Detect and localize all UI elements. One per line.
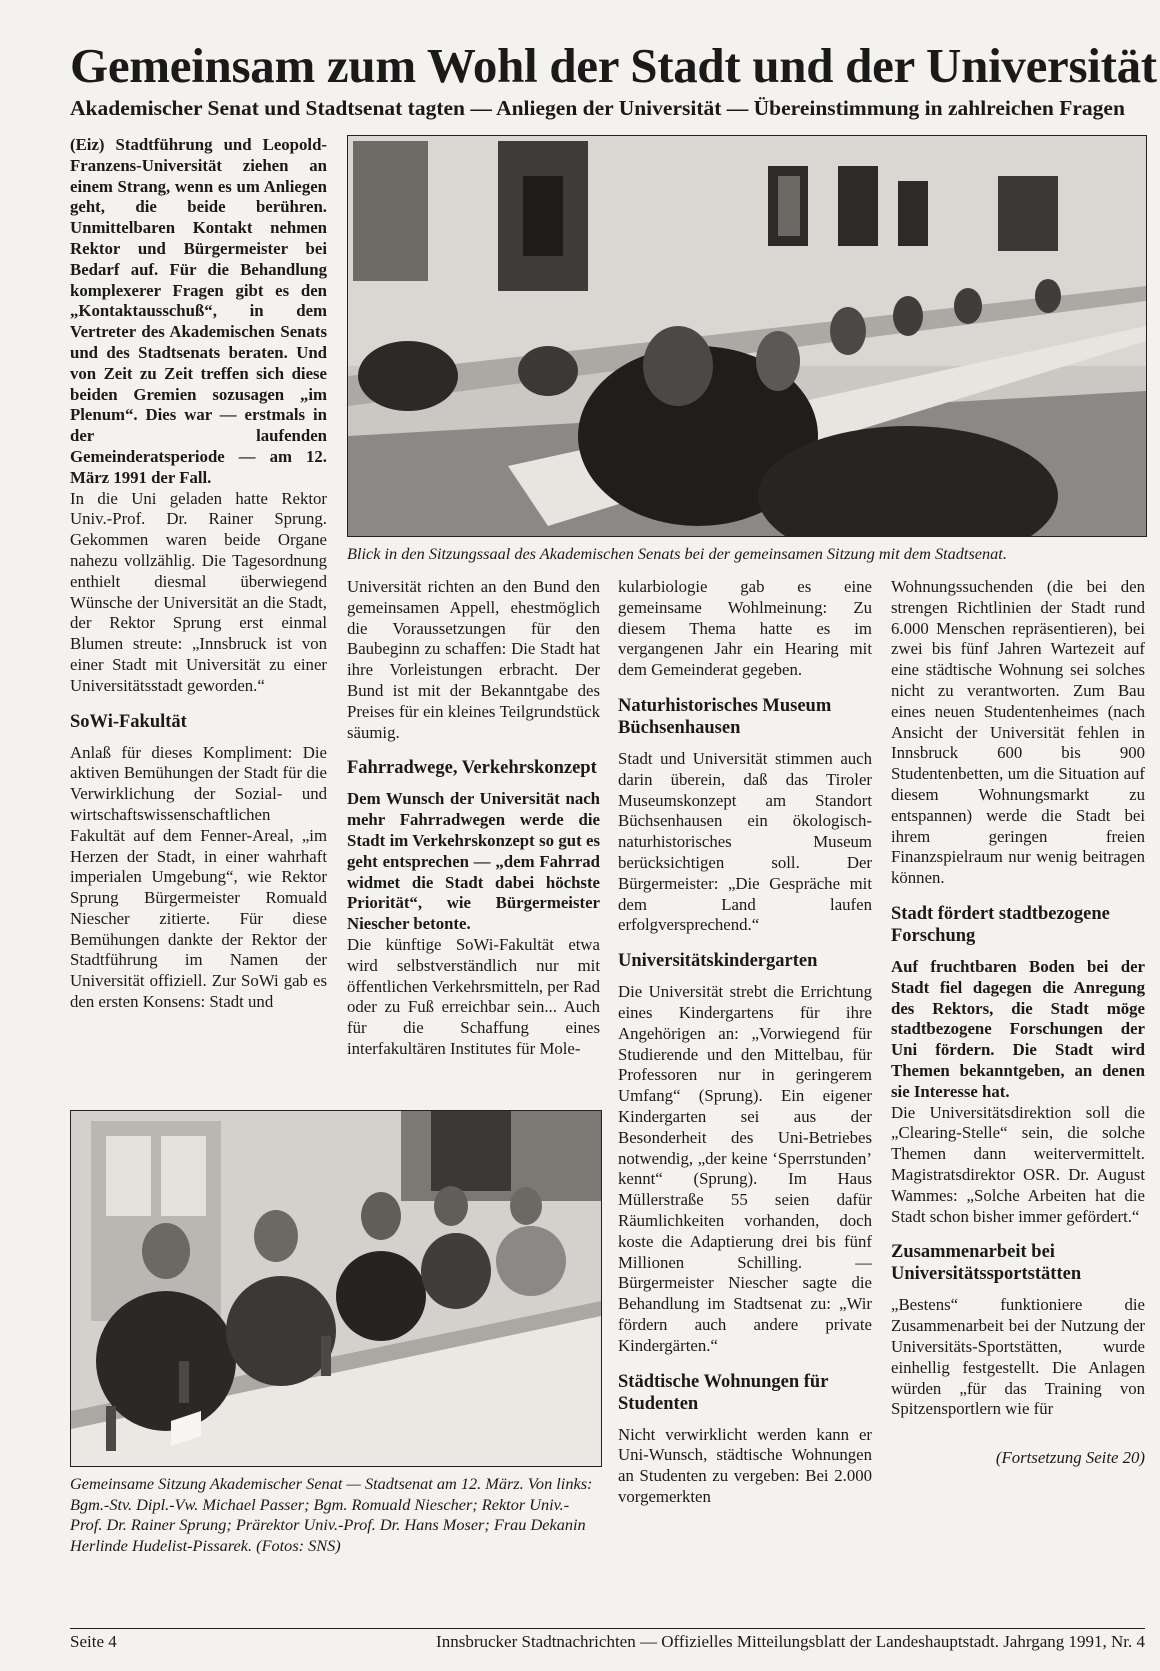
column-3 xyxy=(618,577,872,1508)
paragraph: Die künftige SoWi-Fakultät etwa wird selbstverständlich nur mit öffentlichen Verkehrsmitteln, per Rad oder zu Fuß erreichbar sein... Auch für die Schaffung eines interfakultären Institutes für Mole- xyxy=(347,934,600,1058)
paragraph: Anlaß für dieses Kompliment: Die aktiven Bemühungen der Stadt für die Verwirklichung der Sozial- und wirtschaftswissenschaftlichen Fakultät auf dem Fenner-Areal, „im Herzen der Stadt, in einer wahrhaft imperialen Umgebung“, wie Rektor Sprung Bürgermeister Romuald Niescher zitierte. Für diese Bemühungen dankte der Rektor der Stadtführung im Namen der Universität offiziell. Zur SoWi gab es den ersten Konsens: Stadt und xyxy=(70,742,327,1012)
footer-rule xyxy=(70,1628,1145,1629)
column-2 xyxy=(347,577,600,1060)
continuation-note: (Fortsetzung Seite 20) xyxy=(995,1448,1145,1468)
section-heading-museum: Naturhistorisches Museum Büchsenhausen xyxy=(618,695,832,738)
section-heading-fahrrad: Fahrradwege, Verkehrskonzept xyxy=(347,758,597,779)
paragraph: Universität richten an den Bund den gemeinsamen Appell, ehestmöglich die Voraussetzungen für den Baubeginn zu schaffen: Die Stadt hat ihre Vorleistungen erbracht. Der Bund ist mit der Bekanntgabe des Preises für ein kleines Teilgrundstück säumig. xyxy=(347,577,600,742)
paragraph: Nicht verwirklicht werden kann er Uni-Wunsch, städtische Wohnungen an Studenten zu vergeben: Bei 2.000 vorgemerkten xyxy=(618,1424,872,1506)
paragraph: Stadt und Universität stimmen auch darin überein, daß das Tiroler Museumskonzept am Standort Büchsenhausen ein ökologisch-naturhistorisches Museum berücksichtigen soll. Der Bürgermeister: „Die Gespräche mit dem Land laufen erfolgversprechend.“ xyxy=(618,748,872,935)
paragraph: kularbiologie gab es eine gemeinsame Wohlmeinung: Zu diesem Thema hatte es im vergangenen Jahr ein Hearing mit dem Gemeinderat gegeben. xyxy=(618,577,872,680)
publication-line: Innsbrucker Stadtnachrichten — Offizielles Mitteilungsblatt der Landeshauptstadt. Jahrgang 1991, Nr. 4 xyxy=(436,1632,1145,1651)
section-heading-kindergarten: Universitätskindergarten xyxy=(618,951,818,972)
paragraph: „Bestens“ funktioniere die Zusammenarbeit bei der Nutzung der Universitäts-Sportstätten, wurde einhellig festgestellt. Die Anlagen würden „für das Training von Spitzensportlern wie für xyxy=(891,1295,1145,1419)
podium-photo xyxy=(71,1111,601,1466)
page-number: Seite 4 xyxy=(70,1632,117,1651)
paragraph-bold: Auf fruchtbaren Boden bei der Stadt fiel dagegen die Anregung des Rektors, die Stadt möge stadtbezogene Forschungen der Uni fördern. Die Stadt wird Themen bekanntgeben, an denen sie Interesse hat. xyxy=(891,956,1145,1101)
paragraph: Wohnungssuchenden (die bei den strengen Richtlinien der Stadt rund 6.000 Menschen repräsentieren), bei zwei bis fünf Jahren Wartezeit auf eine städtische Wohnung sei solches nicht zu verantworten. Zum Bau eines neuen Studentenheimes (nach Ansicht der Universität fehlen in Innsbruck 600 bis 900 Studentenbetten, um die Situation auf diesem Wohnungsmarkt zu entspannen) werde die Stadt bei ihrem geringen freien Finanzspielraum nur wenig beitragen können. xyxy=(891,577,1145,888)
paragraph-bold: Dem Wunsch der Universität nach mehr Fahrradwegen werde die Stadt im Verkehrskonzept so gut es geht entsprechen — „dem Fahrrad widmet die Stadt dabei höchste Priorität“, wie Bürgermeister Niescher betonte. xyxy=(347,789,600,934)
subheadline: Akademischer Senat und Stadtsenat tagten — Anliegen der Universität — Übereinstimmung in zahlreichen Fragen xyxy=(70,96,1125,120)
column-1 xyxy=(70,135,327,1013)
intro-lead: (Eiz) Stadtführung und Leopold-Franzens-Universität ziehen an einem Strang, wenn es um Anliegen geht, die beide berühren. Unmittelbaren Kontakt nehmen Rektor und Bürgermeister bei Bedarf auf. Für die Behandlung komplexerer Fragen gibt es den „Kontaktausschuß“, in dem Vertreter des Akademischen Senats und des Stadtsenats beraten. Und von Zeit zu Zeit treffen sich diese beiden Gremien sozusagen „im Plenum“. Dies war — erstmals in der laufenden Gemeinderatsperiode — am 12. März 1991 der Fall. xyxy=(70,135,327,487)
section-heading-forschung: Stadt fördert stadtbezogene Forschung xyxy=(891,903,1110,946)
bottom-photo-caption: Gemeinsame Sitzung Akademischer Senat — Stadtsenat am 12. März. Von links: Bgm.-Stv. Dipl.-Vw. Michael Passer; Bgm. Romuald Niescher; Rektor Univ.-Prof. Dr. Rainer Sprung; Prärektor Univ.-Prof. Dr. Hans Moser; Frau Dekanin Herlinde Hudelist-Pissarek. (Fotos: SNS) xyxy=(70,1474,593,1555)
section-heading-sport: Zusammenarbeit bei Universitätssportstätten xyxy=(891,1242,1082,1285)
section-heading-wohnungen: Städtische Wohnungen für Studenten xyxy=(618,1371,829,1414)
section-heading-sowi: SoWi-Fakultät xyxy=(70,711,187,732)
headline: Gemeinsam zum Wohl der Stadt und der Universität xyxy=(70,38,1157,93)
paragraph: Die Universitätsdirektion soll die „Clearing-Stelle“ sein, die solche Themen dann weitervermittelt. Magistratsdirektor OSR. Dr. August Wammes: „Solche Arbeiten hat die Stadt schon bisher immer gefördert.“ xyxy=(891,1102,1145,1226)
column-4 xyxy=(891,577,1145,1469)
paragraph: Die Universität strebt die Errichtung eines Kindergartens für ihre Angehörigen an: „Vorwiegend für Studierende und den Mittelbau, für Professoren nur in geringerem Umfang“ (Sprung). Ein eigener Kindergarten sei aus der Besonderheit des Uni-Betriebes notwendig, „der keine ‘Sperrstunden’ kennt“ (Sprung). Im Haus Müllerstraße 55 seien dafür Räumlichkeiten vorhanden, doch koste die Adaptierung drei bis fünf Millionen Schilling. — Bürgermeister Niescher sagte die Behandlung im Stadtsenat zu: „Wir fördern auch andere private Kindergärten.“ xyxy=(618,982,872,1355)
paragraph: In die Uni geladen hatte Rektor Univ.-Prof. Dr. Rainer Sprung. Gekommen waren beide Organe nahezu vollzählig. Die Tagesordnung enthielt diesmal überwiegend Wünsche der Universität an die Stadt, der Rektor Sprung erst einmal Blumen streute: „Innsbruck ist von einer Stadt mit Universität zu einer Universitätsstadt geworden.“ xyxy=(70,488,327,695)
top-photo-caption: Blick in den Sitzungssaal des Akademischen Senats bei der gemeinsamen Sitzung mit dem Stadtsenat. xyxy=(347,544,1007,563)
meeting-room-photo xyxy=(348,136,1146,536)
top-photo xyxy=(347,135,1147,537)
bottom-photo xyxy=(70,1110,602,1467)
